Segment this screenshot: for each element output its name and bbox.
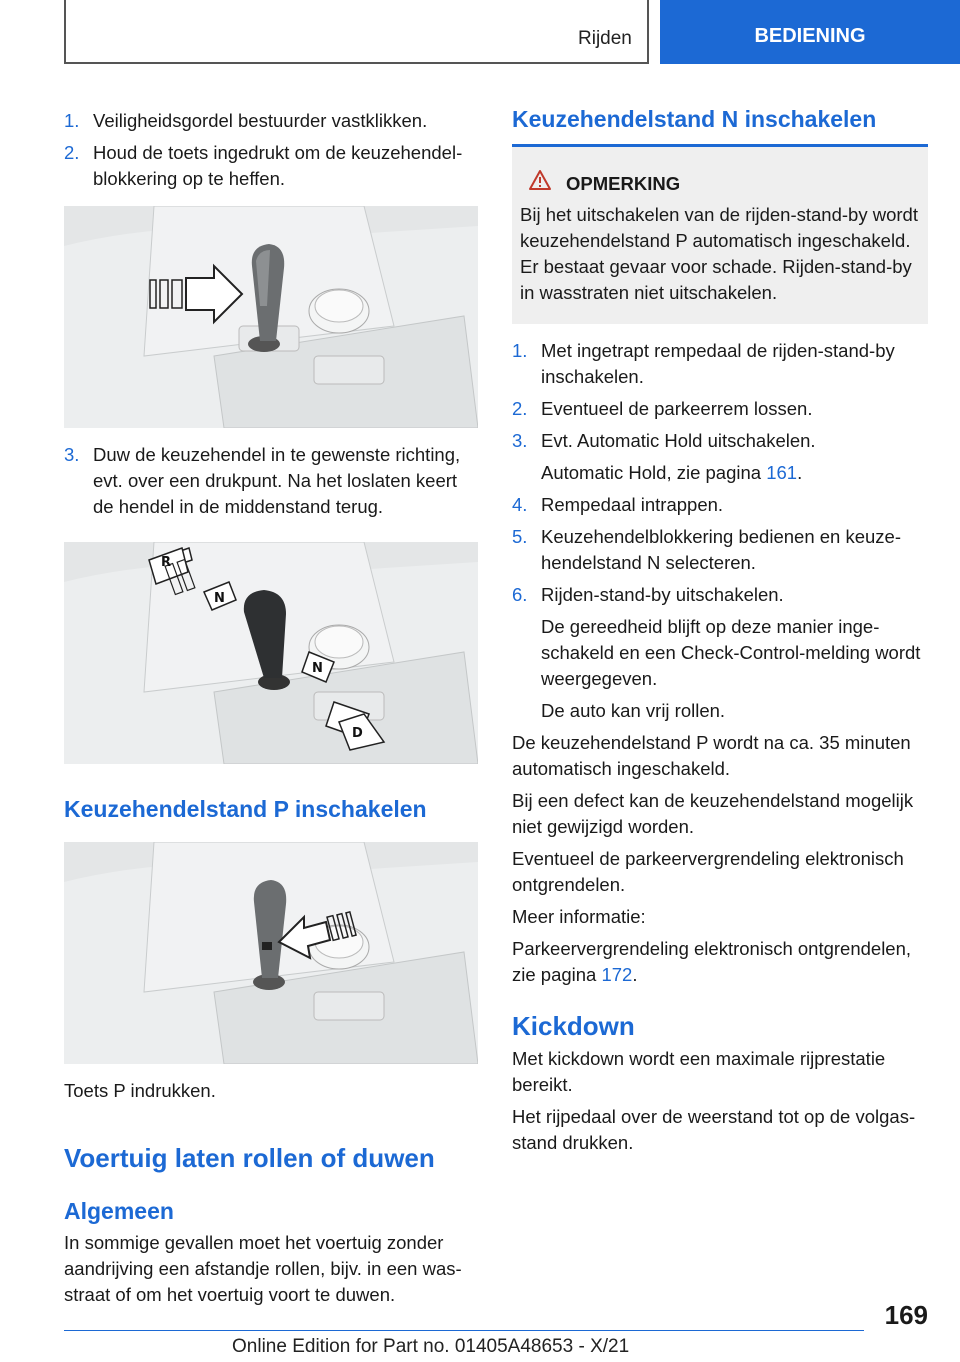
step-number: 4. — [512, 494, 528, 515]
press-p-text: Toets P indrukken. — [64, 1080, 216, 1101]
general-text: In sommige gevallen moet het voertuig zonder aandrijving een afstandje rollen, bijv. in een wasstraat of om het voertuig voort te duwen. — [64, 1232, 462, 1305]
page-number: 169 — [884, 1300, 928, 1330]
step-n-1 — [512, 338, 928, 390]
footer-edition: Online Edition for Part no. 01405A48653 - X/21 — [232, 1336, 630, 1357]
right-column — [512, 108, 928, 1162]
step-number: 3. — [512, 430, 528, 451]
notice-header — [528, 169, 920, 198]
unlock-reference — [512, 936, 928, 988]
heading-n-engage: Keuzehendelstand N inschakelen — [512, 106, 877, 132]
fig-label-r: R — [161, 555, 172, 570]
reference-end: . — [632, 964, 638, 985]
step-number: 1. — [64, 110, 80, 131]
kickdown-text-2: Het rijpedaal over de weerstand tot op de volgasstand drukken. — [512, 1106, 916, 1153]
footer-divider — [64, 1330, 864, 1331]
header-frame — [64, 0, 649, 64]
unlock-text: Eventueel de parkeervergrendeling elektronisch ontgrendelen. — [512, 848, 904, 895]
figure-release-lock — [64, 206, 478, 428]
heading-general: Algemeen — [64, 1198, 174, 1224]
step-text: Keuzehendelblokkering bedienen en keuzehendelstand N selecteren. — [541, 526, 902, 573]
step-n-3 — [512, 428, 928, 454]
step-number: 2. — [64, 142, 80, 163]
step-n-6-note-2: De auto kan vrij rollen. — [541, 700, 726, 721]
step-n-4 — [512, 492, 928, 518]
reference-end: . — [797, 462, 803, 483]
step-text: Houd de toets ingedrukt om de keuzehendelblokkering op te heffen. — [93, 142, 463, 189]
fig-label-d: D — [352, 726, 363, 741]
step-text: Duw de keuzehendel in te gewenste richting, evt. over een drukpunt. Na het loslaten keert de hendel in de middenstand terug. — [93, 444, 461, 517]
step-n-3-reference — [541, 460, 928, 486]
notice-box — [512, 144, 928, 324]
step-number: 6. — [512, 584, 528, 605]
step-number: 3. — [64, 444, 80, 465]
step-number: 1. — [512, 340, 528, 361]
notice-title: OPMERKING — [566, 172, 681, 194]
step-text: Rijden-stand-by uitschakelen. — [541, 584, 784, 605]
step-n-5 — [512, 524, 928, 576]
more-info-label: Meer informatie: — [512, 906, 646, 927]
heading-p-engage: Keuzehendelstand P inschakelen — [64, 796, 427, 822]
kickdown-text-1: Met kickdown wordt een maximale rijprestatie bereikt. — [512, 1048, 886, 1095]
reference-text: Automatic Hold, zie pagina — [541, 462, 767, 483]
defect-text: Bij een defect kan de keuzehendelstand mogelijk niet gewijzigd worden. — [512, 790, 914, 837]
header-section-title: Rijden — [578, 28, 632, 49]
step-text: Evt. Automatic Hold uitschakelen. — [541, 430, 816, 451]
step-2 — [64, 140, 478, 192]
heading-roll-push: Voertuig laten rollen of duwen — [64, 1143, 435, 1173]
step-text: Veiligheidsgordel bestuurder vastklikken. — [93, 110, 428, 131]
step-number: 5. — [512, 526, 528, 547]
figure-shift-directions — [64, 542, 478, 764]
step-1 — [64, 108, 478, 134]
step-n-6 — [512, 582, 928, 608]
left-column — [64, 108, 478, 1314]
fig-label-n-bottom: N — [312, 661, 323, 676]
step-text: Eventueel de parkeerrem lossen. — [541, 398, 813, 419]
page-link-161[interactable]: 161 — [766, 462, 798, 483]
fig-label-n-top: N — [214, 591, 225, 606]
step-n-2 — [512, 396, 928, 422]
warning-icon — [528, 169, 552, 198]
step-text: Met ingetrapt rempedaal de rijden-stand-by inschakelen. — [541, 340, 895, 387]
notice-text: Bij het uitschakelen van de rijden-stand-by wordt keuzehendelstand P automatisch ingeschakeld. Er bestaat gevaar voor schade. Rijden-stand-by in wasstraten niet uitschakelen. — [520, 204, 918, 303]
page-link-172[interactable]: 172 — [601, 964, 633, 985]
figure-press-p — [64, 842, 478, 1064]
step-n-6-note-1: De gereedheid blijft op deze manier ingeschakeld en een Check-Control-melding wordt weergegeven. — [541, 616, 921, 689]
step-text: Rempedaal intrappen. — [541, 494, 724, 515]
step-3 — [64, 442, 478, 520]
step-number: 2. — [512, 398, 528, 419]
auto-p-text: De keuzehendelstand P wordt na ca. 35 minuten automatisch ingeschakeld. — [512, 732, 911, 779]
header-chapter-label: BEDIENING — [754, 24, 866, 47]
heading-kickdown: Kickdown — [512, 1011, 635, 1041]
header-chapter-tab[interactable] — [660, 0, 960, 64]
reference-text: Parkeervergrendeling elektronisch ontgrendelen, zie pagina — [512, 938, 912, 985]
